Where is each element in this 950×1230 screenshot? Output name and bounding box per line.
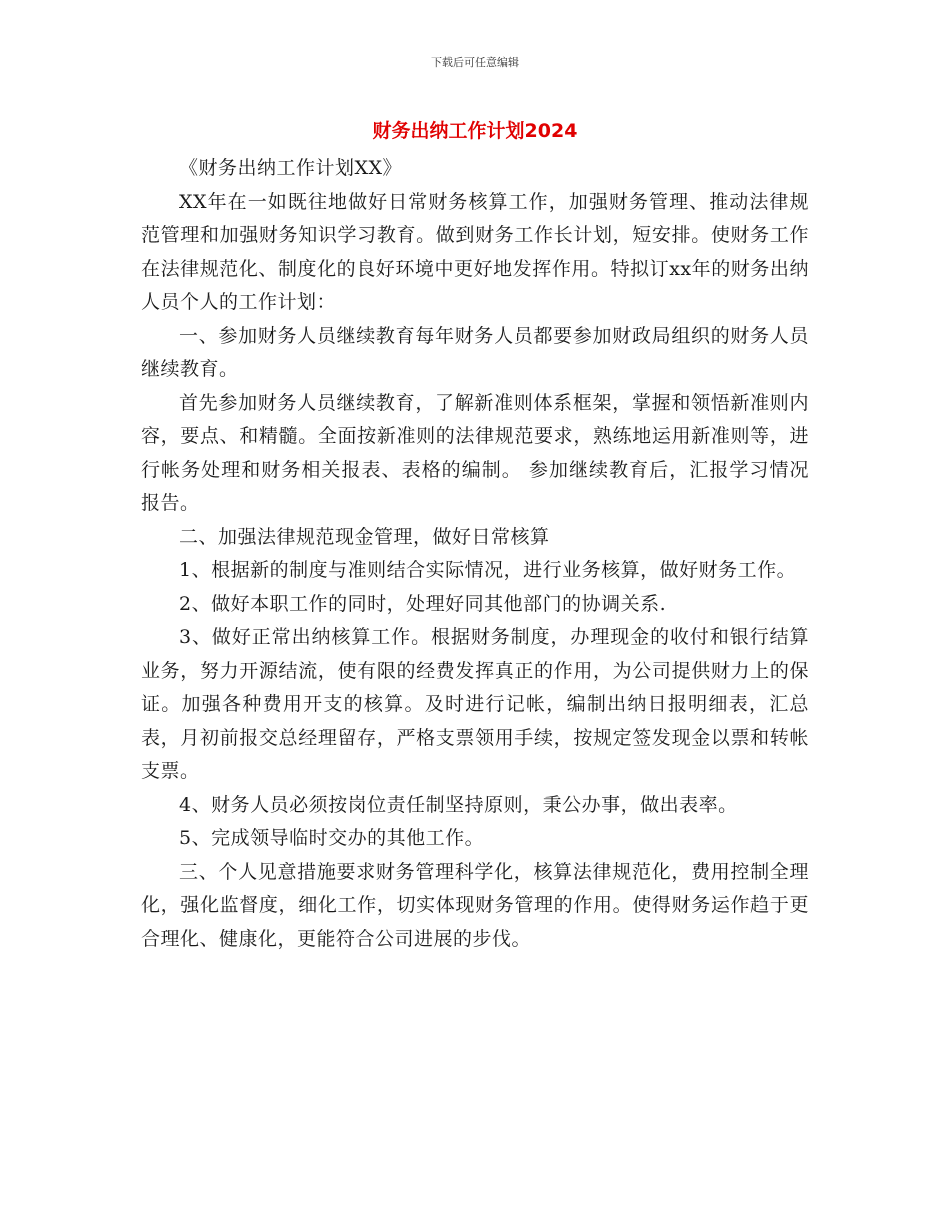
paragraph-item-1: 1、根据新的制度与准则结合实际情况，进行业务核算，做好财务工作。 — [179, 559, 797, 581]
paragraph-intro: XX年在一如既往地做好日常财务核算工作，加强财务管理、推动法律规范管理和加强财务知识学习教育。做到财务工作长计划，短安排。使财务工作在法律规范化、制度化的良好环境中更好地发挥作用。特拟订xx年的财务出纳人员个人的工作计划： — [141, 190, 809, 313]
document-body — [141, 152, 809, 956]
paragraph-item-4: 4、财务人员必须按岗位责任制坚持原则，秉公办事，做出表率。 — [179, 793, 738, 816]
paragraph-section-1-detail: 首先参加财务人员继续教育，了解新准则体系框架，掌握和领悟新准则内容，要点、和精髓。全面按新准则的法律规范要求，熟练地运用新准则等，进行帐务处理和财务相关报表、表格的编制。 参加继续教育后，汇报学习情况报告。 — [141, 391, 809, 514]
paragraph-section-3: 三、个人见意措施要求财务管理科学化，核算法律规范化，费用控制全理化，强化监督度，细化工作，切实体现财务管理的作用。使得财务运作趋于更合理化、健康化，更能符合公司进展的步伐。 — [141, 860, 809, 950]
document-title: 财务出纳工作计划2024 — [372, 120, 578, 142]
paragraph-section-2: 二、加强法律规范现金管理，做好日常核算 — [179, 525, 550, 548]
paragraph-section-1: 一、参加财务人员继续教育每年财务人员都要参加财政局组织的财务人员继续教育。 — [141, 324, 809, 380]
header-note: 下载后可任意编辑 — [431, 56, 519, 69]
paragraph-heading: 《财务出纳工作计划XX》 — [179, 157, 403, 179]
paragraph-item-5: 5、完成领导临时交办的其他工作。 — [179, 827, 485, 849]
paragraph-item-3: 3、做好正常出纳核算工作。根据财务制度，办理现金的收付和银行结算业务，努力开源结流，使有限的经费发挥真正的作用，为公司提供财力上的保证。加强各种费用开支的核算。及时进行记帐，编制出纳日报明细表，汇总表，月初前报交总经理留存，严格支票领用手续，按规定签发现金以票和转帐支票。 — [141, 626, 809, 782]
paragraph-item-2: 2、做好本职工作的同时，处理好同其他部门的协调关系. — [179, 592, 667, 615]
